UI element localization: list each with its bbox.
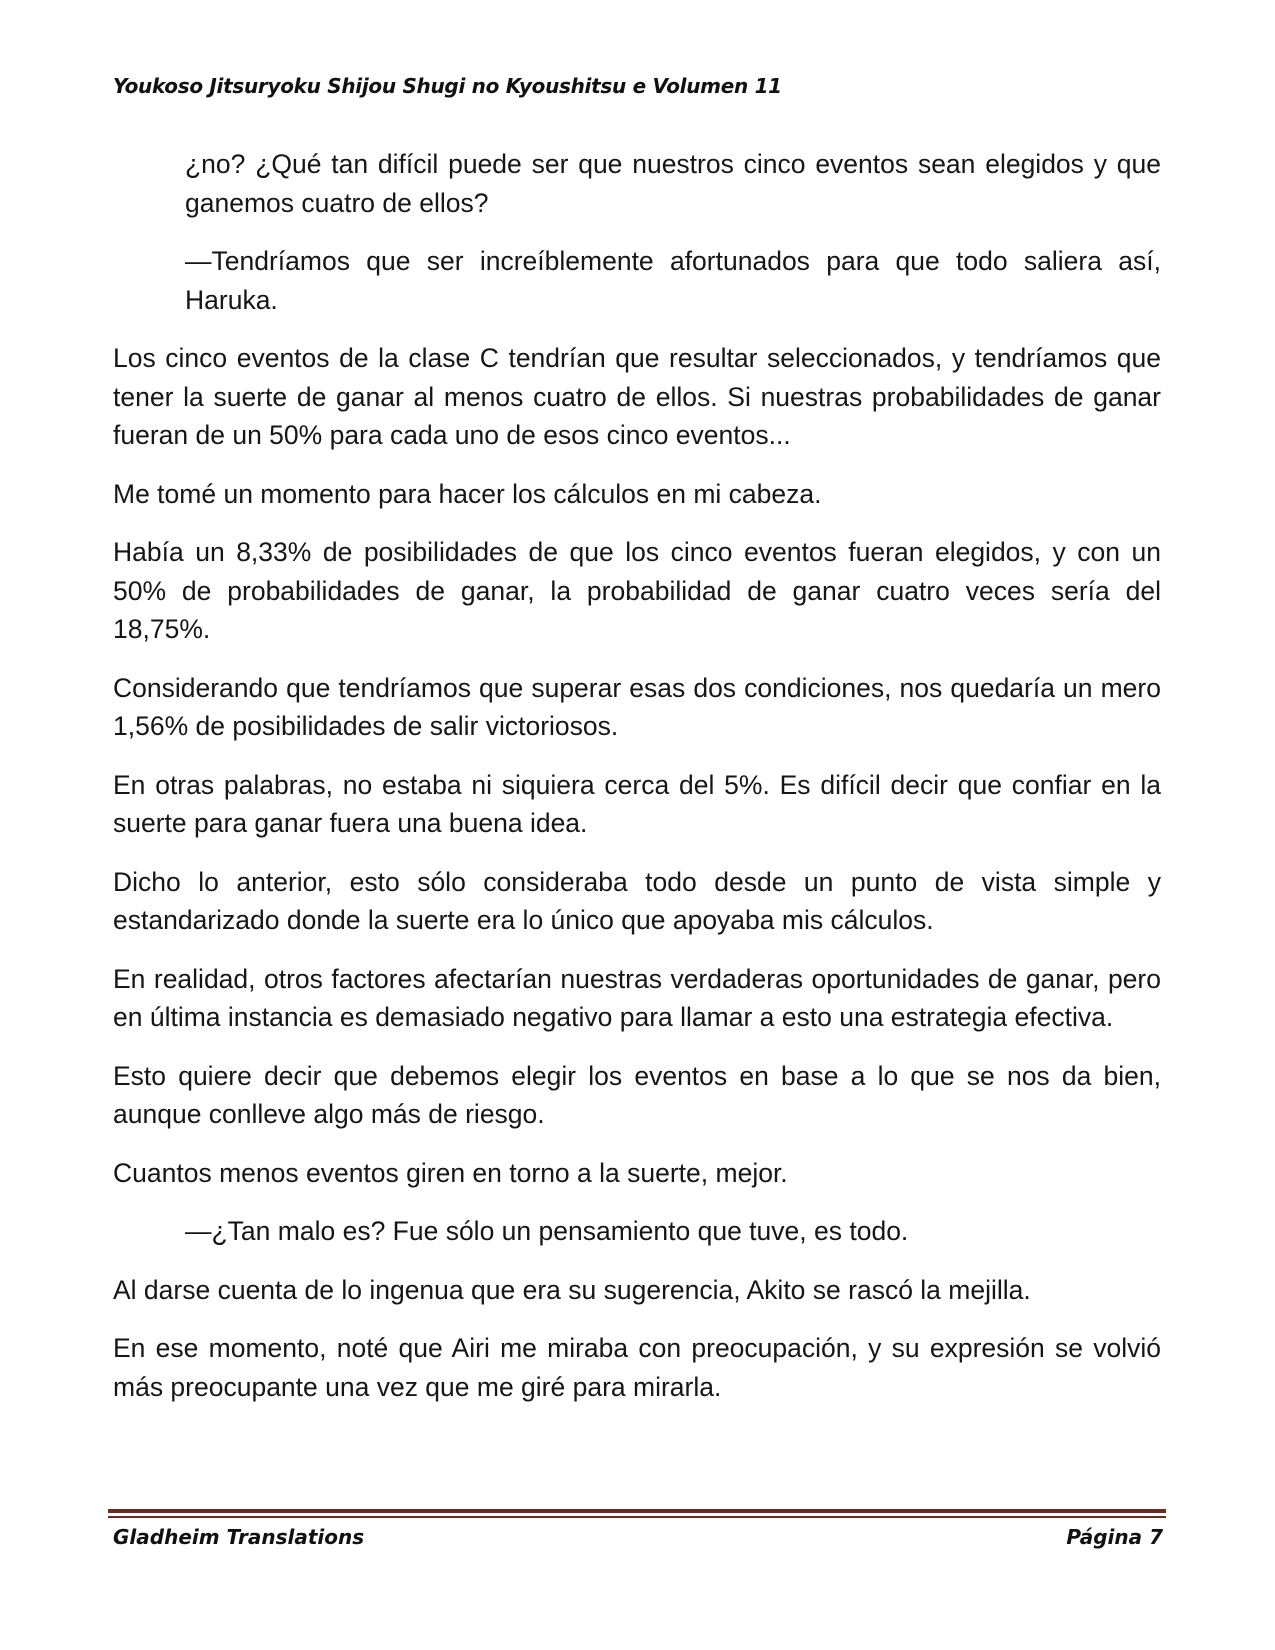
paragraph: —Tendríamos que ser increíblemente afortunados para que todo saliera así, Haruka. — [185, 246, 1161, 315]
paragraph: Esto quiere decir que debemos elegir los eventos en base a lo que se nos da bien, aunque conlleve algo más de riesgo. — [113, 1060, 1161, 1129]
page-header-title: Youkoso Jitsuryoku Shijou Shugi no Kyoushitsu e Volumen 11 — [113, 74, 782, 98]
footer-translator-credit: Gladheim Translations — [113, 1525, 365, 1549]
footer-divider — [108, 1509, 1166, 1520]
paragraph: En otras palabras, no estaba ni siquiera cerca del 5%. Es difícil decir que confiar en la suerte para ganar fuera una buena idea. — [113, 769, 1161, 838]
paragraph: Los cinco eventos de la clase C tendrían que resultar seleccionados, y tendríamos que tener la suerte de ganar al menos cuatro de ellos. Si nuestras probabilidades de ganar fueran de un 50% para cada uno de esos cinco eventos... — [113, 343, 1161, 450]
paragraph: Dicho lo anterior, esto sólo consideraba todo desde un punto de vista simple y estandarizado donde la suerte era lo único que apoyaba mis cálculos. — [113, 866, 1161, 935]
document-body — [113, 145, 1161, 1426]
paragraph: En realidad, otros factores afectarían nuestras verdaderas oportunidades de ganar, pero en última instancia es demasiado negativo para llamar a esto una estrategia efectiva. — [113, 963, 1161, 1032]
paragraph: Me tomé un momento para hacer los cálculos en mi cabeza. — [113, 478, 822, 509]
paragraph: Cuantos menos eventos giren en torno a la suerte, mejor. — [113, 1157, 788, 1188]
footer-divider-thick-line — [108, 1509, 1166, 1513]
paragraph: Había un 8,33% de posibilidades de que los cinco eventos fueran elegidos, y con un 50% de probabilidades de ganar, la probabilidad de ganar cuatro veces sería del 18,75%. — [113, 537, 1161, 644]
footer-divider-thin-line — [108, 1516, 1166, 1518]
paragraph: Considerando que tendríamos que superar esas dos condiciones, nos quedaría un mero 1,56% de posibilidades de salir victoriosos. — [113, 672, 1161, 741]
paragraph: En ese momento, noté que Airi me miraba con preocupación, y su expresión se volvió más preocupante una vez que me giré para mirarla. — [113, 1333, 1161, 1402]
paragraph: ¿no? ¿Qué tan difícil puede ser que nuestros cinco eventos sean elegidos y que ganemos cuatro de ellos? — [185, 149, 1161, 218]
footer-page-number: Página 7 — [1066, 1525, 1163, 1549]
paragraph: Al darse cuenta de lo ingenua que era su sugerencia, Akito se rascó la mejilla. — [113, 1274, 1031, 1305]
paragraph: —¿Tan malo es? Fue sólo un pensamiento que tuve, es todo. — [185, 1216, 909, 1246]
